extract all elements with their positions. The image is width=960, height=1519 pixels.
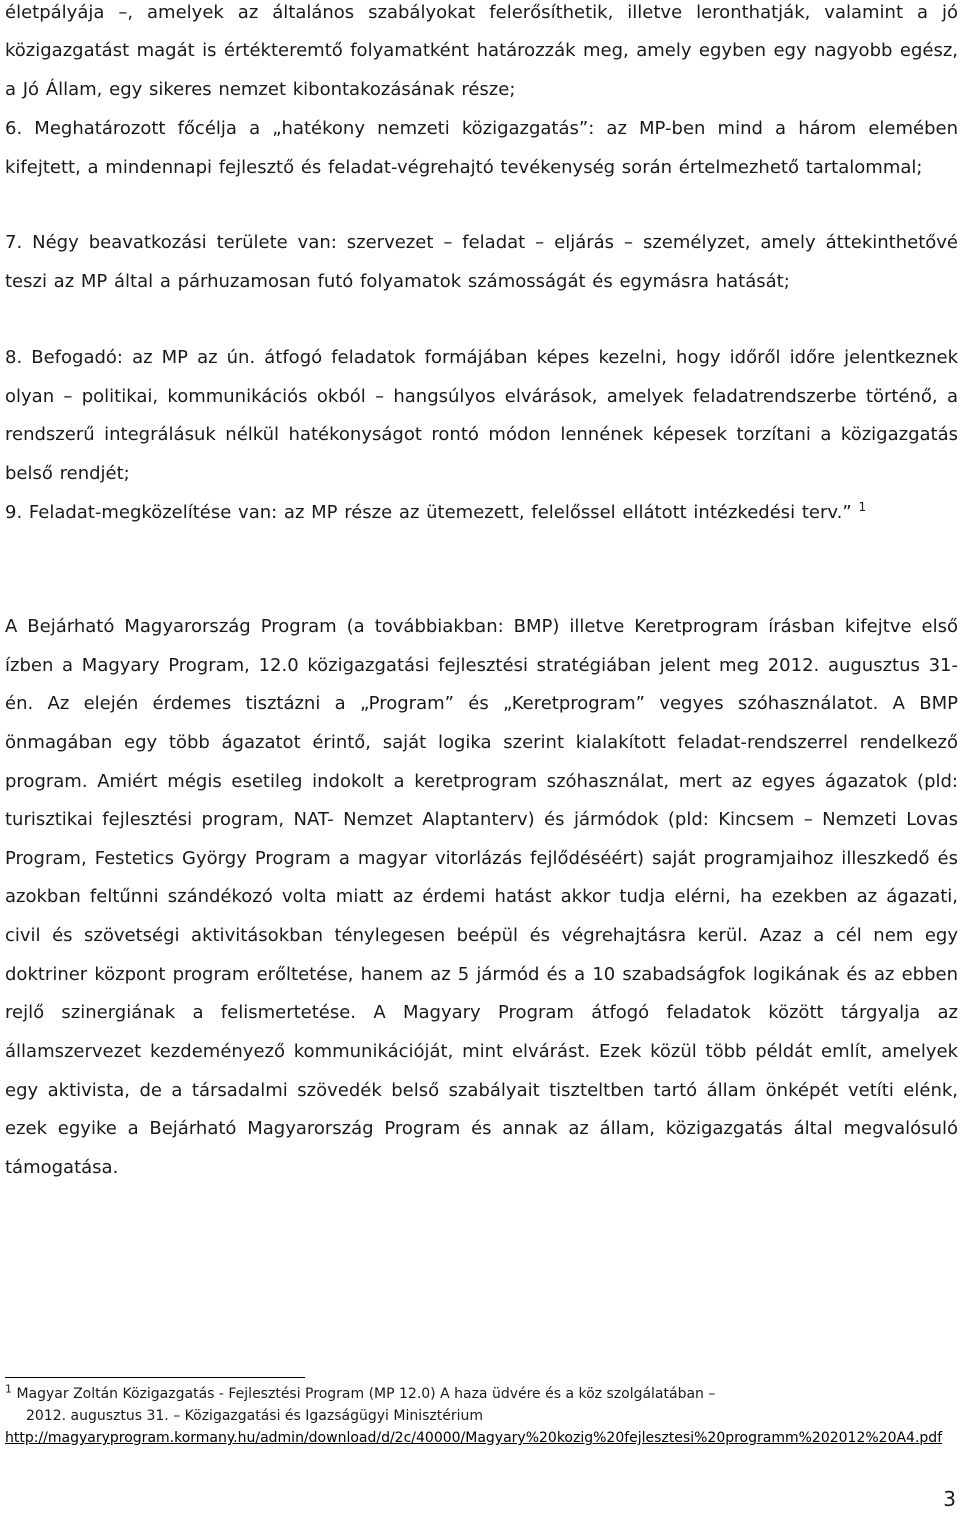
footnote-text-1: Magyar Zoltán Közigazgatás - Fejlesztési Program (MP 12.0) A haza üdvére és a köz szolgálatában – (16, 1386, 716, 1402)
continuation-paragraph: életpályája –, amelyek az általános szabályokat felerősíthetik, illetve leronthatják, valamint a jó közigazgatást magát is értékteremtő folyamatként határozzák meg, amely egyben egy nagyobb egész, a Jó Állam, egy sikeres nemzet kibontakozásának része; (5, 2, 958, 100)
footnote (5, 1383, 958, 1449)
body-paragraph-bmp: A Bejárható Magyarország Program (a továbbiakban: BMP) illetve Keretprogram írásban kifejtve első ízben a Magyary Program, 12.0 közigazgatási fejlesztési stratégiában jelent meg 2012. augusztus 31-én. Az elején érdemes tisztázni a „Program” és „Keretprogram” vegyes szóhasználatot. A BMP önmagában egy több ágazatot érintő, saját logika szerint kialakított feladat-rendszerrel rendelkező program. Amiért mégis esetileg indokolt a keretprogram szóhasználat, mert az egyes ágazatok (pld: turisztikai fejlesztési program, NAT- Nemzet Alaptanterv) és jármódok (pld: Kincsem – Nemzeti Lovas Program, Festetics György Program a magyar vitorlázás fejlődéséért) saját programjaihoz illeszkedő és azokban feltűnni szándékozó volta miatt az érdemi hatást akkor tudja elérni, ha ezekben az ágazati, civil és szövetségi aktivitásokban ténylegesen beépül és végrehajtásra kerül. Azaz a cél nem egy doktriner központ program erőltetése, hanem az 5 jármód és a 10 szabadságfok logikának és az ebben rejlő szinergiának a felismertetése. A Magyary Program átfogó feladatok között tárgyalja az államszervezet kezdeményező kommunikációját, mint elvárást. Ezek közül több példát említ, amelyek egy aktivista, de a társadalmi szövedék belső szabályait tiszteltben tartó állam önképét vetíti elénk, ezek egyike a Bejárható Magyarország Program és annak az állam, közigazgatás által megvalósuló támogatása. (5, 616, 958, 1178)
list-item-9 (5, 494, 958, 533)
list-item-9-text: 9. Feladat-megközelítése van: az MP része az ütemezett, felelőssel ellátott intézkedési terv.” (5, 502, 852, 523)
footnote-link[interactable]: http://magyaryprogram.kormany.hu/admin/download/d/2c/40000/Magyary%20kozig%20fejlesztesi%20programm%202012%20A4.pdf (5, 1430, 943, 1446)
footnote-reference[interactable]: 1 (858, 500, 867, 514)
footnote-separator (5, 1377, 305, 1378)
footnote-line-1 (5, 1383, 958, 1405)
list-item-7: 7. Négy beavatkozási területe van: szervezet – feladat – eljárás – személyzet, amely áttekinthetővé teszi az MP által a párhuzamosan futó folyamatok számosságát és egymásra hatását; (5, 232, 958, 292)
list-item-6: 6. Meghatározott főcélja a „hatékony nemzeti közigazgatás”: az MP-ben mind a három elemében kifejtett, a mindennapi fejlesztő és feladat-végrehajtó tevékenység során értelmezhető tartalommal; (5, 118, 958, 178)
list-item-8: 8. Befogadó: az MP az ún. átfogó feladatok formájában képes kezelni, hogy időről időre jelentkeznek olyan – politikai, kommunikációs okból – hangsúlyos elvárások, amelyek feladatrendszerbe történő, a rendszerű integrálásuk nélkül hatékonyságot rontó módon lennének képesek torzítani a közigazgatás belső rendjét; (5, 347, 958, 484)
footnote-line-2: 2012. augusztus 31. – Közigazgatási és Igazságügyi Minisztérium (26, 1408, 484, 1424)
footnote-number: 1 (5, 1382, 12, 1396)
page-number: 3 (943, 1487, 956, 1511)
